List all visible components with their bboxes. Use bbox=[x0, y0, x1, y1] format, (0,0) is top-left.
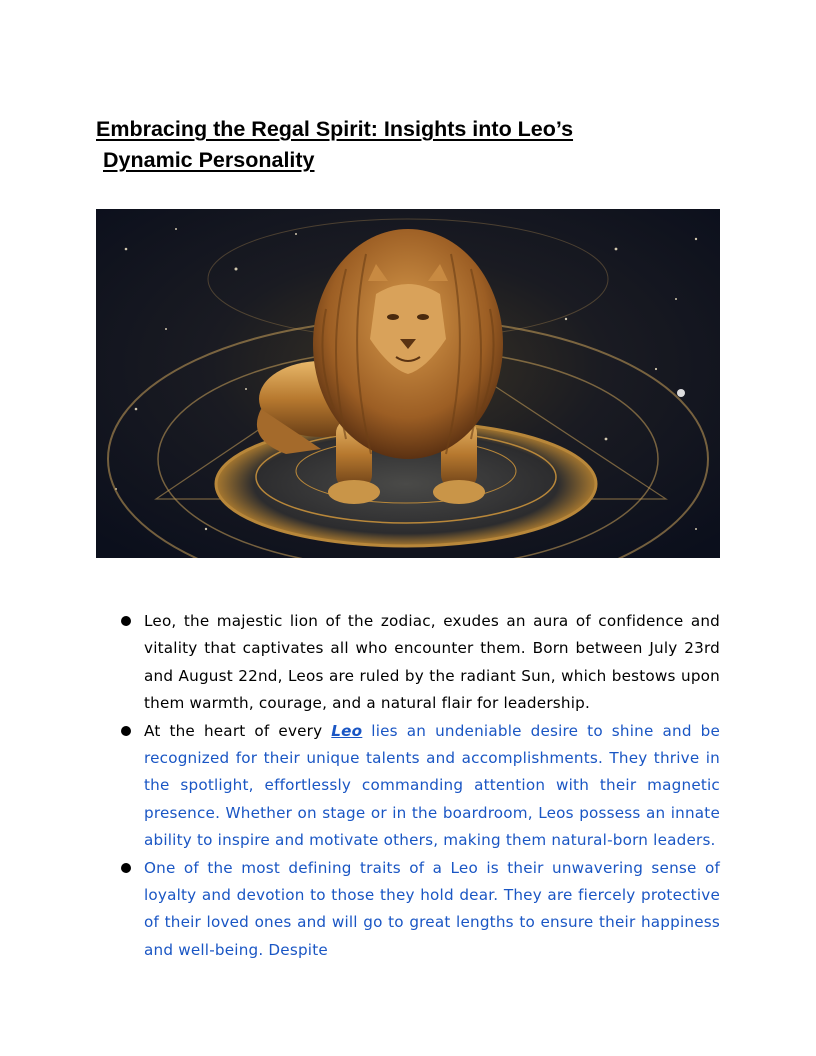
list-item bbox=[96, 855, 720, 965]
title-line-2: Dynamic Personality bbox=[103, 148, 315, 172]
list-item bbox=[96, 608, 720, 718]
bullet-list bbox=[96, 608, 720, 964]
bullet-prefix: At the heart of every bbox=[144, 721, 323, 740]
bullet-icon bbox=[121, 616, 131, 626]
list-item bbox=[96, 718, 720, 855]
page-title bbox=[96, 114, 656, 176]
leo-link[interactable]: Leo bbox=[331, 721, 363, 740]
bullet-icon bbox=[121, 726, 131, 736]
bullet-suffix: lies an undeniable desire to shine and be recognized for their unique talents and accomplishments. They thrive in the spotlight, effortlessly commanding attention with their magnetic presence. Whether on stage or in the boardroom, Leos possess an innate ability to inspire and motivate others, making them natural-born leaders. bbox=[144, 721, 721, 850]
leo-hero-image bbox=[96, 209, 720, 558]
bullet-text: One of the most defining traits of a Leo is their unwavering sense of loyalty and devotion to those they hold dear. They are fiercely protective of their loved ones and will go to great lengths to ensure their happiness and well-being. Despite bbox=[144, 858, 720, 959]
bullet-icon bbox=[121, 863, 131, 873]
bullet-text: Leo, the majestic lion of the zodiac, exudes an aura of confidence and vitality that captivates all who encounter them. Born between July 23rd and August 22nd, Leos are ruled by the radiant Sun, which bestows upon them warmth, courage, and a natural flair for leadership. bbox=[144, 612, 720, 713]
title-line-1: Embracing the Regal Spirit: Insights into Leo’s bbox=[96, 117, 574, 141]
